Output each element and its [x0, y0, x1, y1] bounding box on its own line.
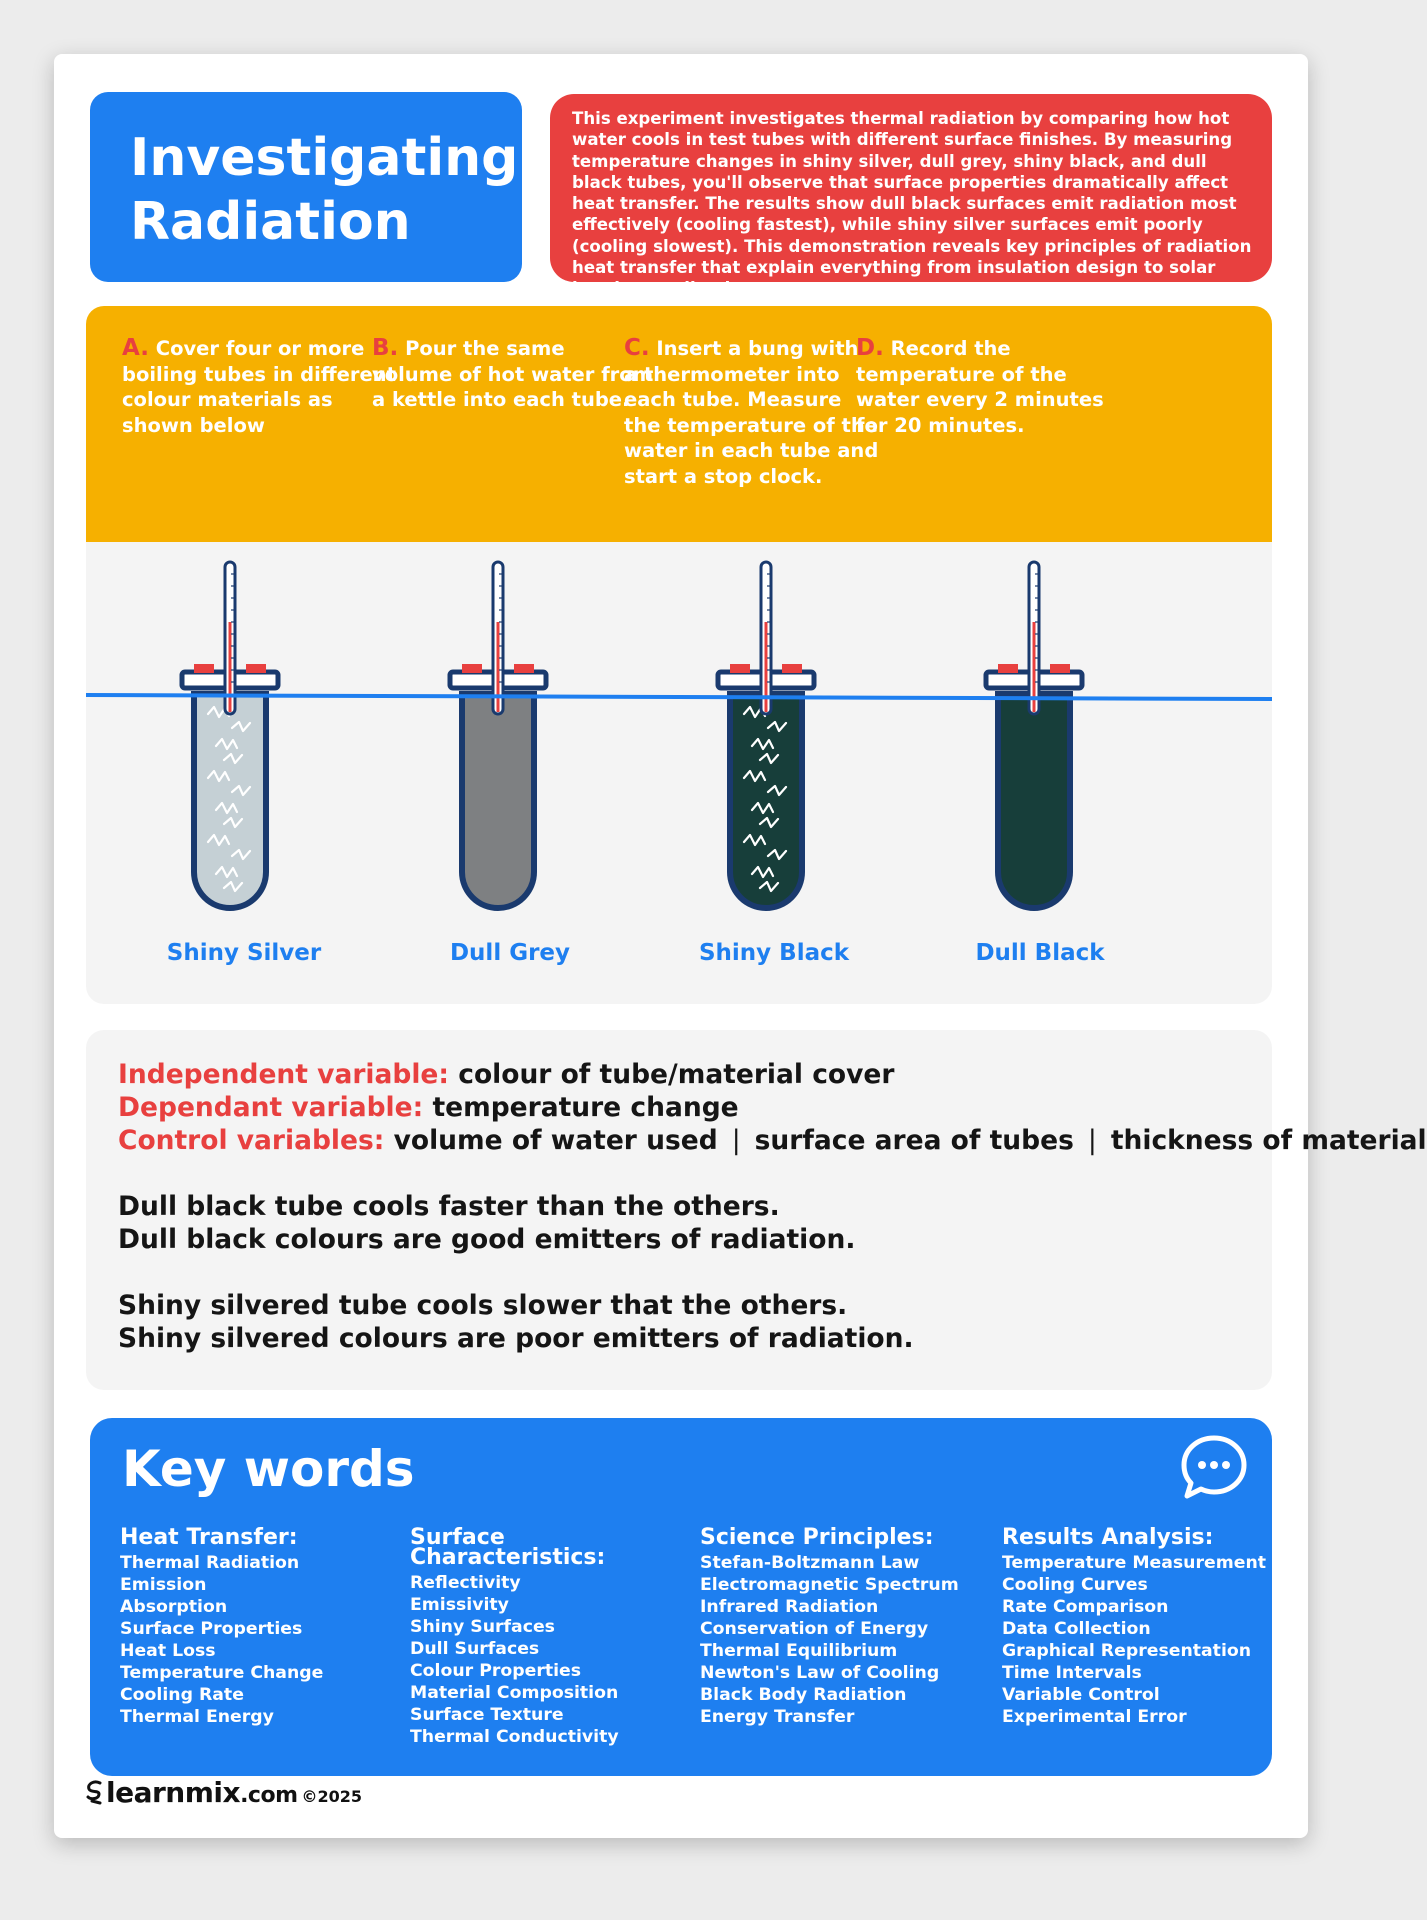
- control-variable: surface area of tubes: [754, 1125, 1074, 1156]
- title-box: [90, 92, 522, 282]
- intro-box: [550, 94, 1272, 299]
- control-variable: volume of water used: [393, 1125, 718, 1156]
- dependant-variable-row: [118, 1091, 1272, 1124]
- tube-label-shiny-silver: Shiny Silver: [166, 940, 322, 966]
- keyword-item: Temperature Change: [120, 1663, 324, 1683]
- step-c-line: start a stop clock.: [624, 464, 823, 488]
- tubes-diagram: [86, 542, 1272, 1004]
- step-c-line: water in each tube and: [624, 439, 879, 462]
- test-tube-dull-grey: [462, 694, 534, 908]
- keyword-item: Electromagnetic Spectrum: [700, 1575, 959, 1595]
- thermometer-reading: [229, 622, 232, 712]
- keyword-item: Rate Comparison: [1002, 1597, 1169, 1617]
- keyword-item: Stefan-Boltzmann Law: [700, 1553, 920, 1573]
- step-b-line: a kettle into each tube.: [372, 388, 630, 411]
- step-b-line: Pour the same: [405, 337, 565, 360]
- step-b: [372, 336, 653, 413]
- conclusion-line: Shiny silvered tube cools slower that the others.: [118, 1290, 848, 1321]
- step-a: [122, 335, 399, 438]
- dependant-variable-label: Dependant variable:: [118, 1092, 424, 1123]
- independent-variable-value: colour of tube/material cover: [458, 1059, 895, 1090]
- keyword-item: Surface Properties: [120, 1619, 303, 1639]
- keyword-column-surface-characteristics: [410, 1525, 619, 1748]
- keyword-item: Emission: [120, 1575, 207, 1595]
- step-d-line: for 20 minutes.: [856, 413, 1025, 437]
- step-d-line: water every 2 minutes: [856, 388, 1104, 411]
- keyword-item: Heat Loss: [120, 1641, 216, 1661]
- step-a-line: colour materials as: [122, 388, 333, 411]
- step-d-line: Record the: [890, 337, 1011, 360]
- step-c: [624, 336, 878, 489]
- dependant-variable-value: temperature change: [432, 1092, 739, 1123]
- keyword-item: Dull Surfaces: [410, 1639, 540, 1659]
- keyword-item: Reflectivity: [410, 1573, 521, 1593]
- keyword-heading: Heat Transfer:: [120, 1525, 298, 1550]
- keyword-item: Thermal Radiation: [120, 1553, 300, 1573]
- keyword-item: Colour Properties: [410, 1661, 582, 1681]
- step-c-line: the temperature of the: [624, 413, 878, 437]
- keyword-item: Temperature Measurement: [1002, 1553, 1267, 1573]
- keyword-item: Variable Control: [1002, 1685, 1160, 1705]
- separator: |: [1087, 1125, 1097, 1156]
- tube-label-dull-grey: Dull Grey: [449, 940, 571, 966]
- keyword-item: Absorption: [120, 1597, 228, 1617]
- method-steps: [86, 306, 1272, 542]
- separator: |: [731, 1125, 741, 1156]
- control-variables-row: [118, 1124, 1427, 1157]
- bung-seal: [1050, 664, 1070, 673]
- step-c-line: each tube. Measure: [624, 388, 842, 411]
- conclusion-line: Dull black colours are good emitters of radiation.: [118, 1224, 856, 1255]
- keyword-item: Emissivity: [410, 1595, 509, 1615]
- tube-illustration: [86, 542, 1272, 1004]
- keyword-item: Infrared Radiation: [700, 1597, 879, 1617]
- bung-seal: [514, 664, 534, 673]
- thermometer-reading: [497, 622, 500, 712]
- keyword-heading: Results Analysis:: [1002, 1525, 1214, 1550]
- control-variable: thickness of material: [1110, 1125, 1427, 1156]
- keyword-item: Cooling Rate: [120, 1685, 244, 1705]
- step-d: [856, 336, 1104, 438]
- bung-seal: [998, 664, 1018, 673]
- keyword-column-science-principles: [700, 1525, 959, 1728]
- test-tube-shiny-silver: [194, 694, 266, 908]
- step-d-line: temperature of the: [856, 362, 1067, 386]
- page-title-line-1: Investigating: [130, 128, 519, 188]
- key-words-panel: [90, 1418, 1272, 1776]
- control-variables-label: Control variables:: [118, 1125, 385, 1156]
- keyword-item: Experimental Error: [1002, 1707, 1187, 1727]
- keyword-item: Surface Texture: [410, 1705, 564, 1725]
- step-c-letter: C.: [624, 335, 650, 361]
- test-tube-dull-black: [998, 694, 1070, 908]
- keyword-item: Black Body Radiation: [700, 1685, 907, 1705]
- step-b-letter: B.: [372, 335, 399, 361]
- keyword-item: Material Composition: [410, 1683, 619, 1703]
- keyword-item: Newton's Law of Cooling: [700, 1663, 940, 1683]
- keyword-item: Data Collection: [1002, 1619, 1151, 1639]
- step-d-letter: D.: [856, 335, 884, 361]
- step-a-line: boiling tubes in different: [122, 362, 396, 386]
- step-a-letter: A.: [122, 335, 149, 361]
- keyword-heading: Characteristics:: [410, 1545, 606, 1570]
- brand-domain: .com: [240, 1783, 298, 1808]
- keyword-column-results-analysis: [1002, 1525, 1267, 1728]
- keyword-item: Time Intervals: [1002, 1663, 1142, 1683]
- poster: [54, 54, 1427, 1838]
- bung-seal: [730, 664, 750, 673]
- learnmix-logo-icon: [84, 1779, 106, 1805]
- independent-variable-label: Independent variable:: [118, 1059, 449, 1090]
- conclusion-line: Shiny silvered colours are poor emitters of radiation.: [118, 1323, 914, 1354]
- keyword-item: Shiny Surfaces: [410, 1617, 555, 1637]
- keyword-column-heat-transfer: [120, 1525, 324, 1728]
- step-b-line: volume of hot water from: [372, 362, 654, 386]
- independent-variable-row: [118, 1058, 1272, 1091]
- page-title-line-2: Radiation: [130, 192, 411, 252]
- step-c-line: a thermometer into: [624, 362, 840, 386]
- brand-name: learnmix: [106, 1776, 241, 1809]
- conclusion-line: Dull black tube cools faster than the others.: [118, 1191, 780, 1222]
- bung-seal: [782, 664, 802, 673]
- keyword-item: Conservation of Energy: [700, 1619, 929, 1639]
- chat-bubble-icon: [1178, 1432, 1250, 1504]
- tube-label-shiny-black: Shiny Black: [698, 940, 850, 966]
- keyword-item: Cooling Curves: [1002, 1575, 1148, 1595]
- step-a-line: shown below: [122, 413, 265, 437]
- keyword-item: Energy Transfer: [700, 1707, 855, 1727]
- bung-seal: [194, 664, 214, 673]
- keyword-item: Thermal Energy: [120, 1707, 274, 1727]
- key-words-title: Key words: [122, 1440, 415, 1498]
- bung-seal: [462, 664, 482, 673]
- intro-text: This experiment investigates thermal radiation by comparing how hot water cools in test tubes with different surface finishes. By measuring temperature changes in shiny silver, dull grey, shiny black, and dull black tubes, you'll observe that surface properties dramatically affect heat transfer. The results show dull black surfaces emit radiation most effectively (cooling fastest), while shiny silver surfaces emit poorly (cooling slowest). This demonstration reveals key principles of radiation heat transfer that explain everything from insulation design to solar heating applications.: [572, 109, 1252, 299]
- step-a-line: Cover four or more: [155, 337, 365, 360]
- variables-panel: [86, 1030, 1427, 1390]
- keyword-item: Thermal Conductivity: [410, 1727, 619, 1747]
- copyright: ©2025: [301, 1787, 363, 1806]
- keyword-item: Graphical Representation: [1002, 1641, 1252, 1661]
- keyword-heading: Surface: [410, 1525, 505, 1550]
- tube-label-dull-black: Dull Black: [975, 940, 1105, 966]
- footer-brand: [84, 1776, 362, 1809]
- keyword-item: Thermal Equilibrium: [700, 1641, 898, 1661]
- bung-seal: [246, 664, 266, 673]
- step-c-line: Insert a bung with: [656, 337, 859, 360]
- keyword-heading: Science Principles:: [700, 1525, 934, 1550]
- test-tube-shiny-black: [730, 694, 802, 908]
